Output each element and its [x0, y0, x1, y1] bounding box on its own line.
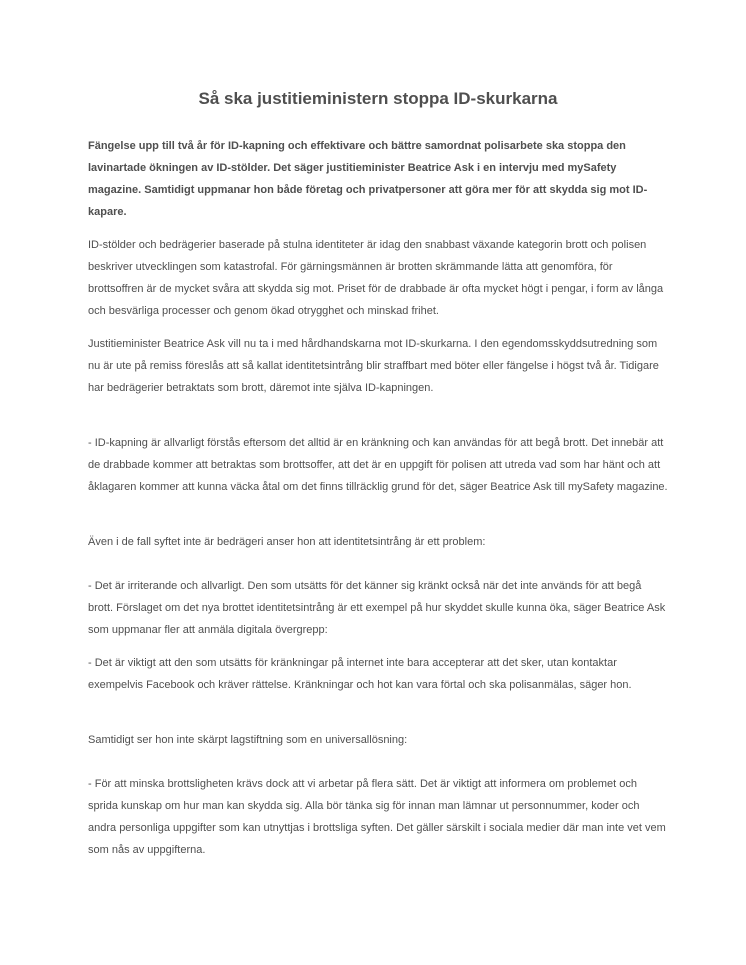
paragraph-6: - Det är viktigt att den som utsätts för kränkningar på internet inte bara accepterar att det sker, utan kontaktar exempelvis Facebook och kräver rättelse. Kränkningar och hot kan vara förtal och ska polisanmälas, säger hon.	[88, 657, 632, 691]
paragraph-2: Justitieminister Beatrice Ask vill nu ta i med hårdhandskarna mot ID-skurkarna. I den egendomsskyddsutredning som nu är ute på remiss föreslås att så kallat identitetsintrång blir straffbart med böter eller fängelse i högst två år. Tidigare har bedrägerier betraktats som brott, däremot inte själva ID-kapningen.	[88, 338, 659, 394]
paragraph-3: - ID-kapning är allvarligt förstås eftersom det alltid är en kränkning och kan användas för att begå brott. Det innebär att de drabbade kommer att betraktas som brottsoffer, att det är en uppgift för polisen att utreda vad som har hänt och att åklagaren kommer att kunna väcka åtal om det finns tillräcklig grund för det, säger Beatrice Ask till mySafety magazine.	[88, 437, 668, 493]
paragraph-7: Samtidigt ser hon inte skärpt lagstiftning som en universallösning:	[88, 734, 408, 746]
paragraph-1: ID-stölder och bedrägerier baserade på stulna identiteter är idag den snabbast växande kategorin brott och polisen beskriver utvecklingen som katastrofal. För gärningsmännen är brotten skrämmande lätta att genomföra, för brottsoffren är de mycket svåra att skydda sig mot. Priset för de drabbade är ofta mycket högt i pengar, i form av långa och besvärliga processer och genom ökad otrygghet och minskad frihet.	[88, 239, 664, 317]
paragraph-4: Även i de fall syftet inte är bedrägeri anser hon att identitetsintrång är ett problem:	[88, 536, 486, 548]
paragraph-5: - Det är irriterande och allvarligt. Den som utsätts för det känner sig kränkt också när det inte används för att begå brott. Förslaget om det nya brottet identitetsintrång är ett exempel på hur skyddet skulle kunna öka, säger Beatrice Ask som uppmanar fler att anmäla digitala övergrepp:	[88, 580, 666, 636]
article-title: Så ska justitieministern stoppa ID-skurkarna	[198, 89, 558, 108]
paragraph-8: - För att minska brottsligheten krävs dock att vi arbetar på flera sätt. Det är viktigt att informera om problemet och sprida kunskap om hur man kan skydda sig. Alla bör tänka sig för innan man lämnar ut personnummer, koder och andra personliga uppgifter som kan utnyttjas i brottsliga syften. Det gäller särskilt i sociala medier där man inte vet vem som nås av uppgifterna.	[88, 778, 666, 856]
article-lead: Fängelse upp till två år för ID-kapning och effektivare och bättre samordnat polisarbete ska stoppa den lavinartade ökningen av ID-stölder. Det säger justitieminister Beatrice Ask i en intervju med mySafety magazine. Samtidigt uppmanar hon både företag och privatpersoner att göra mer för att skydda sig mot ID-kapare.	[88, 140, 648, 218]
